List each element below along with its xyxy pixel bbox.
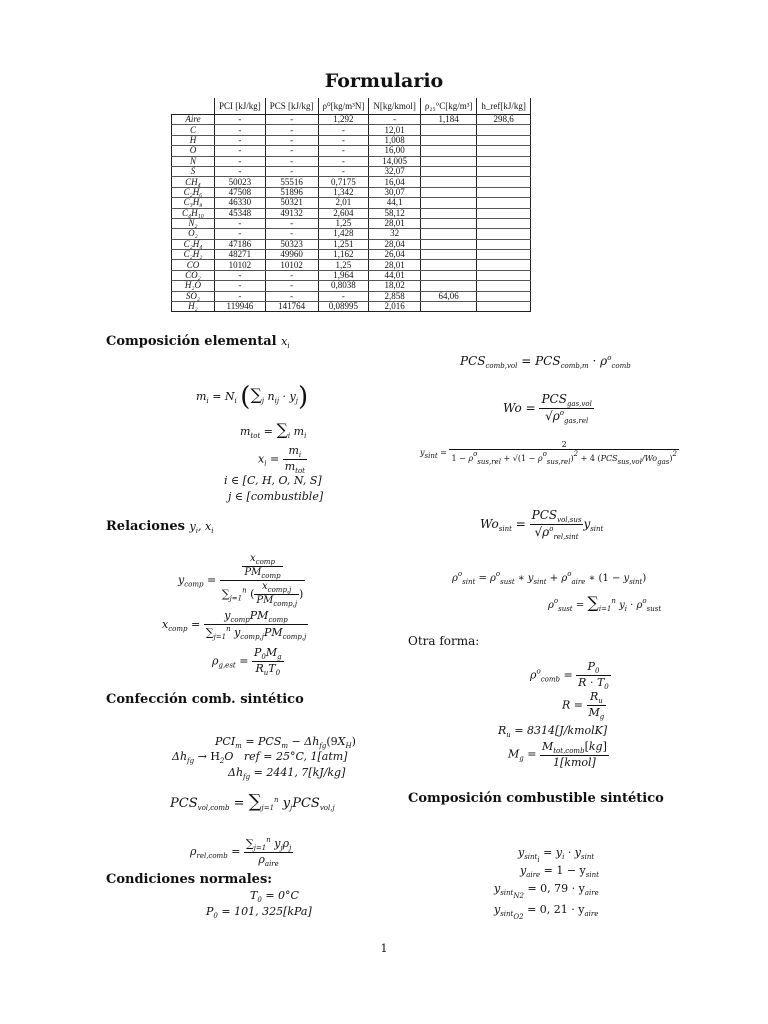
table-row [172, 208, 531, 218]
heading-math: $y_i$, $x_i$ [189, 520, 214, 535]
table-cell: - [265, 281, 318, 291]
row-label: O₂ [172, 229, 215, 239]
table-cell: 10102 [265, 260, 318, 270]
table-cell: 1,342 [318, 187, 369, 197]
table-cell: 1,964 [318, 270, 369, 280]
table-cell [477, 187, 531, 197]
table-header-cell: N[kg/kmol] [369, 98, 421, 115]
table-cell: - [265, 270, 318, 280]
equation-yaire: $y_{aire} = 1 - y_{sint}$ [520, 864, 599, 879]
heading-composicion-elemental [106, 334, 290, 350]
table-cell: 0,08995 [318, 302, 369, 312]
row-label: Aire [172, 115, 215, 125]
table-cell: 1,25 [318, 260, 369, 270]
table-cell: 45348 [215, 208, 266, 218]
table-row [172, 115, 531, 125]
table-cell [420, 177, 477, 187]
table-row [172, 270, 531, 280]
table-cell [477, 198, 531, 208]
equation-t0: $T_0 = 0^\circ C$ [250, 889, 299, 904]
row-label: N [172, 156, 215, 166]
table-cell: 141764 [265, 302, 318, 312]
table-cell: - [215, 270, 266, 280]
table-cell [420, 302, 477, 312]
equation-dhfg-h2o: $\Delta h_{fg} \to H_2O$ ref = 25°C, 1[atm] [172, 750, 348, 765]
equation-rho-sust: $\rho^o_{sust} = \sum_{i=1}^n$ $y_i \cdot \rho^o_{sust}$ [548, 593, 662, 613]
equation-wo-sint: $Wo_{sint}$ = $\frac{PCS_{vol,sus}}{√\rho^o_{rel,sint}}$ $y_{sint}$ [480, 508, 604, 541]
equation-r: R = $\frac{R_u}{M_g}$ [562, 690, 605, 721]
row-label: N₂ [172, 218, 215, 228]
table-row [172, 239, 531, 249]
equation-ycomp: $y_{comp}$ = $\frac{x_{comp}}{PM_{comp}}$ $\sum_{j=1}^n$ ( $\frac{x_{comp,j}}{PM_{comp,j}}$ ) [178, 553, 304, 608]
table-cell: 1,162 [318, 250, 369, 260]
table-cell [477, 135, 531, 145]
table-row [172, 260, 531, 270]
table-cell [477, 177, 531, 187]
equation-rho-sint: $\rho^o_{sint} = \rho^o_{sust}$ ∗ $y_{sint} + \rho^o_{aire}$ ∗ $(1 - y_{sint})$ [452, 570, 647, 586]
table-cell [420, 281, 477, 291]
table-cell [420, 229, 477, 239]
table-cell: 28,01 [369, 218, 421, 228]
table-cell [420, 250, 477, 260]
ref-text: ref = 25°C, 1[atm] [243, 750, 348, 763]
table-cell [420, 260, 477, 270]
table-cell [420, 208, 477, 218]
table-header-cell: h_ref[kJ/kg] [477, 98, 531, 115]
table-cell: 298,6 [477, 115, 531, 125]
table-row [172, 250, 531, 260]
heading-text: Relaciones [106, 519, 186, 534]
table-cell: 2,604 [318, 208, 369, 218]
table-row [172, 156, 531, 166]
row-label: C₂H₄ [172, 239, 215, 249]
table-cell: 1,25 [318, 218, 369, 228]
table-cell: 1,428 [318, 229, 369, 239]
table-cell [420, 218, 477, 228]
table-cell: - [265, 229, 318, 239]
equation-ysint-i: $y_{sinti} = y_i \cdot y_{sint}$ [518, 846, 595, 864]
table-cell: 28,04 [369, 239, 421, 249]
page-number: 1 [380, 942, 388, 955]
table-cell: - [215, 115, 266, 125]
table-cell: 1,008 [369, 135, 421, 145]
table-cell: - [265, 166, 318, 176]
table-cell: 50323 [265, 239, 318, 249]
row-label: CH₄ [172, 177, 215, 187]
table-cell: - [265, 135, 318, 145]
mg-denominator: 1[kmol] [553, 756, 596, 769]
equation-rho-rel-comb: $\rho_{rel,comb}$ = $\frac{\sum_{j=1}^n y_j\rho_j}{\rho_{aire}}$ [190, 836, 292, 868]
table-cell [420, 125, 477, 135]
equation-wo: Wo = $\frac{PCS_{gas,vol}}{√\rho^o_{gas,rel}}$ [503, 392, 592, 425]
table-cell: - [215, 291, 266, 301]
row-label: H₂ [172, 302, 215, 312]
o2-text: = 0, 21 · y [527, 903, 585, 916]
equation-mi: $m_i = N_i$ ($\sum_j$ $n_{ij} \cdot y_j$) [196, 382, 309, 412]
equation-ysint: ysint = $\frac{2}{\text{1 − ρosus,rel + √(1 − ρosus,rel)2 + 4 (PCSsus,vol/Wogas)2}}$ [420, 440, 677, 466]
row-label: C₃H₈ [172, 198, 215, 208]
table-cell: - [369, 115, 421, 125]
table-cell: 2,01 [318, 198, 369, 208]
table-cell: - [215, 125, 266, 135]
table-cell: 50321 [265, 198, 318, 208]
heading-composicion-sintetico: Composición combustible sintético [408, 791, 664, 806]
heading-text: Composición elemental [106, 334, 277, 349]
table-cell [477, 270, 531, 280]
ru-value: = 8314[J/kmolK] [514, 724, 608, 737]
equation-mg: $M_g$ = $\frac{M_{tot,comb}[kg]}{\text{1[kmol]}}$ [508, 740, 607, 769]
table-cell [477, 156, 531, 166]
n2-text: = 0, 79 · y [527, 882, 585, 895]
table-cell: 47508 [215, 187, 266, 197]
equation-rho-comb: $\rho^o_{comb}$ = $\frac{P_0}{R \cdot T_0}$ [530, 660, 609, 691]
equation-pcs-vol-comb: $PCS_{vol,comb} = \sum_{j=1}^n$ $y_jPCS_{vol,j}$ [170, 791, 335, 812]
row-label: C₂H₆ [172, 187, 215, 197]
table-cell: 50023 [215, 177, 266, 187]
yaire-text: = 1 − y [543, 864, 586, 877]
row-label: H₂O [172, 281, 215, 291]
t0-value: = 0°C [265, 889, 299, 902]
table-cell: - [318, 291, 369, 301]
table-cell: 10102 [215, 260, 266, 270]
table-cell: 0,8038 [318, 281, 369, 291]
heading-relaciones [106, 519, 213, 535]
dhfg-value-text: = 2441, 7[kJ/kg] [253, 766, 346, 779]
table-cell [477, 146, 531, 156]
two-numerator: 2 [561, 440, 567, 449]
table-cell: - [318, 125, 369, 135]
table-cell [477, 281, 531, 291]
table-cell [420, 135, 477, 145]
table-row [172, 302, 531, 312]
table-cell: 2,016 [369, 302, 421, 312]
delta-h-text: Δh [172, 750, 188, 763]
equation-rho-gest: $\rho_{g,est}$ = $\frac{P_0M_g}{R_uT_0}$ [212, 646, 282, 677]
table-cell [420, 156, 477, 166]
table-row [172, 177, 531, 187]
table-cell [477, 239, 531, 249]
table-header-row [172, 98, 531, 115]
table-header-cell: PCS [kJ/kg] [265, 98, 318, 115]
table-cell: 44,1 [369, 198, 421, 208]
table-cell [477, 218, 531, 228]
table-header-cell [172, 98, 215, 115]
row-label: CO [172, 260, 215, 270]
table-cell: 32,07 [369, 166, 421, 176]
table-cell: - [215, 135, 266, 145]
row-label: CO₂ [172, 270, 215, 280]
table-cell: 119946 [215, 302, 266, 312]
equation-p0: $P_0 = 101$, 325[kPa] [206, 905, 312, 920]
table-cell: 16,04 [369, 177, 421, 187]
table-cell: 47186 [215, 239, 266, 249]
table-row [172, 125, 531, 135]
table-cell [420, 166, 477, 176]
table-cell [420, 198, 477, 208]
row-label: C₄H₁₀ [172, 208, 215, 218]
table-header-cell: ρ⁰[kg/m³N] [318, 98, 369, 115]
row-label: S [172, 166, 215, 176]
table-row [172, 166, 531, 176]
table-row [172, 291, 531, 301]
table-cell: - [318, 135, 369, 145]
heading-condiciones: Condiciones normales: [106, 872, 273, 887]
table-cell: 16,00 [369, 146, 421, 156]
table-cell: 30,07 [369, 187, 421, 197]
table-cell: - [318, 146, 369, 156]
table-cell: 14,005 [369, 156, 421, 166]
table-cell [420, 187, 477, 197]
table-cell: 12,01 [369, 125, 421, 135]
equation-mtot: $m_{tot} = \sum_i$ $m_i$ [240, 420, 307, 440]
table-row [172, 187, 531, 197]
table-cell [477, 250, 531, 260]
table-cell: - [215, 156, 266, 166]
table-cell: 51896 [265, 187, 318, 197]
table-cell: - [265, 115, 318, 125]
equation-ysint-n2: $y_{sintN2} = 0$, $79 \cdot y_{aire}$ [494, 882, 599, 900]
table-row [172, 281, 531, 291]
heading-math: $x_i$ [281, 335, 290, 350]
equation-ru: $R_u$ = 8314[J/kmolK] [498, 724, 608, 739]
table-body [172, 115, 531, 312]
table-cell: 58,12 [369, 208, 421, 218]
table-cell: 44,01 [369, 270, 421, 280]
equation-xi: $x_i$ = $\frac{m_i}{m_{tot}}$ [258, 444, 305, 475]
table-cell: - [265, 291, 318, 301]
j-domain: j ∈ [combustible] [228, 490, 324, 503]
arrow-h2o-text: → H [197, 750, 220, 763]
properties-table [171, 98, 531, 312]
table-cell: 18,02 [369, 281, 421, 291]
row-label: SO₂ [172, 291, 215, 301]
table-cell [477, 166, 531, 176]
table-cell: - [318, 166, 369, 176]
table-row [172, 135, 531, 145]
equation-dhfg-value: $\Delta h_{fg} = 2441$, 7[kJ/kg] [228, 766, 346, 781]
table-cell [477, 208, 531, 218]
p0-value: = 101, 325[kPa] [221, 905, 312, 918]
row-label: C [172, 125, 215, 135]
table-cell: 26,04 [369, 250, 421, 260]
table-cell: 1,184 [420, 115, 477, 125]
table-cell [420, 146, 477, 156]
table-header-cell: PCI [kJ/kg] [215, 98, 266, 115]
table-cell [477, 260, 531, 270]
equation-xcomp: $x_{comp}$ = $\frac{y_{comp}PM_{comp}}{\sum_{j=1}^n y_{comp,j}PM_{comp,j}}$ [162, 609, 307, 641]
table-row [172, 229, 531, 239]
page-title: Formulario [324, 70, 444, 92]
table-cell: 2,858 [369, 291, 421, 301]
otra-forma-label: Otra forma: [408, 634, 480, 648]
table-cell: 48271 [215, 250, 266, 260]
table-row [172, 218, 531, 228]
row-label: O [172, 146, 215, 156]
table-cell [420, 239, 477, 249]
table-cell: - [265, 156, 318, 166]
row-label: H [172, 135, 215, 145]
equation-ysint-o2: $y_{sintO2} = 0$, $21 \cdot y_{aire}$ [494, 903, 599, 921]
table-cell: 28,01 [369, 260, 421, 270]
table-cell: 32 [369, 229, 421, 239]
table-cell [420, 270, 477, 280]
table-cell: - [265, 146, 318, 156]
table-cell: 1,251 [318, 239, 369, 249]
table-cell: - [215, 281, 266, 291]
equation-pci: $PCI_m = PCS_m - \Delta h_{fg}(9X_H)$ [215, 735, 356, 750]
table-cell [477, 291, 531, 301]
table-cell: - [215, 218, 266, 228]
table-cell: - [215, 166, 266, 176]
row-label: C₂H₂ [172, 250, 215, 260]
table-cell: 46330 [215, 198, 266, 208]
table-row [172, 198, 531, 208]
table-cell: - [215, 146, 266, 156]
table-cell [477, 125, 531, 135]
table-cell: 64,06 [420, 291, 477, 301]
table-cell: 49960 [265, 250, 318, 260]
table-cell: 1,292 [318, 115, 369, 125]
table-cell: - [215, 229, 266, 239]
table-row [172, 146, 531, 156]
table-cell [477, 229, 531, 239]
table-cell [477, 302, 531, 312]
table-cell: 55516 [265, 177, 318, 187]
i-domain: i ∈ [C, H, O, N, S] [224, 474, 322, 487]
table-cell: - [318, 156, 369, 166]
table-cell: 0,7175 [318, 177, 369, 187]
table-cell: - [265, 218, 318, 228]
heading-confeccion: Confección comb. sintético [106, 692, 304, 707]
equation-pcs-comb-vol: $PCS_{comb,vol} = PCS_{comb,m} \cdot \rho^o_{comb}$ [460, 354, 631, 370]
table-header-cell: ρ₂₅°C[kg/m³] [420, 98, 477, 115]
table-cell: 49132 [265, 208, 318, 218]
table-cell: - [265, 125, 318, 135]
